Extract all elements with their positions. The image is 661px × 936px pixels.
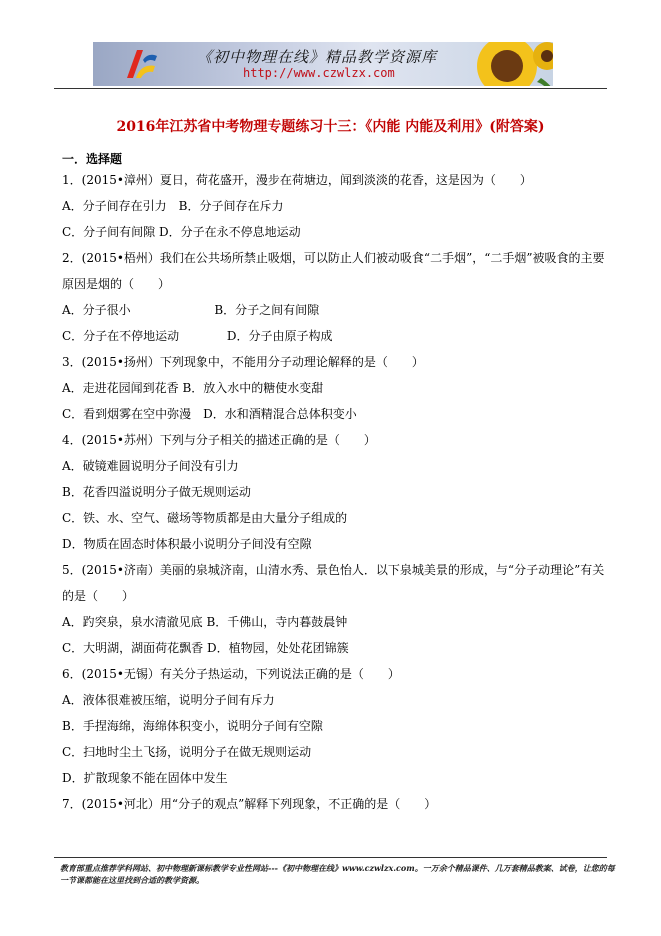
- footer-text: 教育部重点推荐学科网站、初中物理新课标教学专业性网站---《初中物理在线》www.czwlzx.com。一万余个精品课件、几万套精品教案、试卷，让您的每一节课都能在这里找到合适的教学资源。: [60, 863, 615, 885]
- question-line: 7．(2015•河北）用“分子的观点”解释下列现象，不正确的是（ ）: [62, 797, 437, 811]
- question-line: 6．(2015•无锡）有关分子热运动，下列说法正确的是（ ）: [62, 667, 400, 681]
- option-a: A．分子很小: [62, 303, 131, 317]
- option-line: [62, 329, 332, 343]
- header-banner: [93, 42, 553, 86]
- option-line: C．分子间有间隙 D．分子在永不停息地运动: [62, 225, 301, 239]
- option-c: C．分子在不停地运动: [62, 329, 180, 343]
- option-d: D．分子由原子构成: [226, 329, 333, 343]
- page-title: 2016年江苏省中考物理专题练习十三：《内能 内能及利用》(附答案): [116, 119, 545, 135]
- option-line: A．趵突泉，泉水清澈见底 B．千佛山，寺内暮鼓晨钟: [62, 615, 348, 629]
- option-line: A．分子间存在引力 B．分子间存在斥力: [62, 199, 284, 213]
- question-line: 3．(2015•扬州）下列现象中，不能用分子动理论解释的是（ ）: [62, 355, 424, 369]
- option-line: D．扩散现象不能在固体中发生: [62, 771, 228, 785]
- question-line: 的是（ ）: [62, 589, 135, 603]
- question-line: 4．(2015•苏州）下列与分子相关的描述正确的是（ ）: [62, 433, 376, 447]
- option-line: B．花香四溢说明分子做无规则运动: [62, 485, 251, 499]
- option-line: A．走进花园闻到花香 B．放入水中的糖使水变甜: [62, 381, 324, 395]
- option-line: A．破镜难圆说明分子间没有引力: [62, 459, 239, 473]
- question-line: 原因是烟的（ ）: [62, 277, 171, 291]
- banner-title: 《初中物理在线》精品教学资源库: [197, 48, 438, 66]
- site-logo-icon: [123, 46, 159, 82]
- question-line: 2．(2015•梧州）我们在公共场所禁止吸烟，可以防止人们被动吸食“二手烟”，“二手烟”被吸食的主要: [62, 251, 605, 265]
- section-heading: 一．选择题: [62, 152, 123, 166]
- question-line: 5．(2015•济南）美丽的泉城济南，山清水秀、景色怡人．以下泉城美景的形成，与“分子动理论”有关: [62, 563, 605, 577]
- header-divider: [54, 88, 607, 89]
- option-line: C．铁、水、空气、磁场等物质都是由大量分子组成的: [62, 511, 348, 525]
- footer-divider: [54, 857, 607, 858]
- option-line: D．物质在固态时体积最小说明分子间没有空隙: [62, 537, 312, 551]
- question-line: 1．(2015•漳州）夏日，荷花盛开，漫步在荷塘边，闻到淡淡的花香，这是因为（ ）: [62, 173, 532, 187]
- option-line: C．大明湖，湖面荷花飘香 D．植物园，处处花团锦簇: [62, 641, 349, 655]
- option-b: B．分子之间有间隙: [214, 303, 320, 317]
- option-line: [62, 303, 319, 317]
- sunflower-icon: [471, 42, 553, 86]
- option-line: C．扫地时尘土飞扬，说明分子在做无规则运动: [62, 745, 312, 759]
- option-line: A．液体很难被压缩，说明分子间有斥力: [62, 693, 275, 707]
- option-line: C．看到烟雾在空中弥漫 D．水和酒精混合总体积变小: [62, 407, 357, 421]
- option-line: B．手捏海绵，海绵体积变小，说明分子间有空隙: [62, 719, 323, 733]
- banner-url[interactable]: http://www.czwlzx.com: [243, 66, 395, 80]
